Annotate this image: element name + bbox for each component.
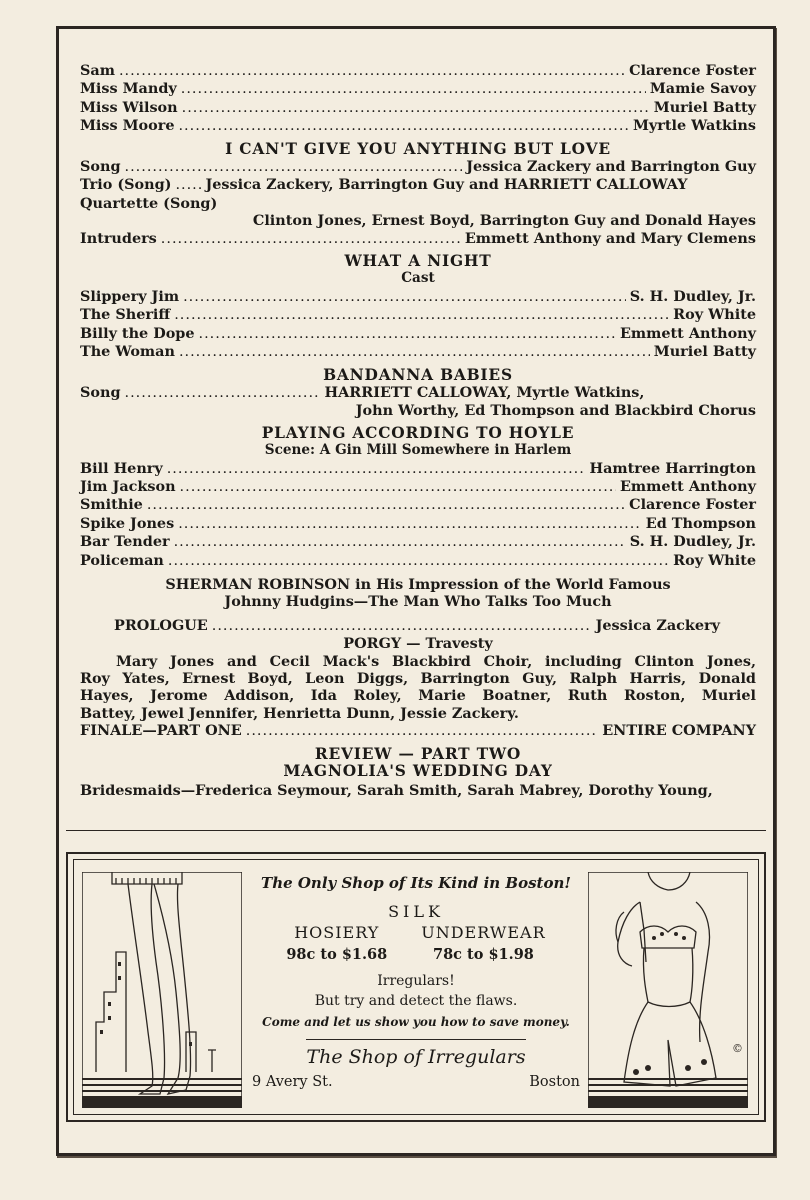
cast-row: The Woman ..... Muriel Batty	[80, 343, 756, 361]
lingerie-figure-illustration	[588, 872, 748, 1108]
cast-row	[80, 99, 756, 117]
role-name: Miss Moore	[80, 117, 175, 135]
finale-row: FINALE—PART ONE ..... ENTIRE COMPANY	[80, 722, 756, 740]
program-content	[80, 62, 756, 800]
cast-row: Policeman ..... Roy White	[80, 552, 756, 570]
cast-row: Billy the Dope ..... Emmett Anthony	[80, 325, 756, 343]
ad-col-price: 98c to $1.68	[286, 946, 388, 963]
cast-row: The Sheriff ..... Roy White	[80, 306, 756, 324]
credit-value: Clinton Jones, Ernest Boyd, Barrington Guy and Donald Hayes	[252, 212, 756, 230]
cast-row	[80, 117, 756, 135]
actor-name: Muriel Batty	[653, 98, 756, 116]
sketch-subtitle: Scene: A Gin Mill Somewhere in Harlem	[264, 442, 572, 459]
credit-row: Song ..... Jessica Zackery and Barrington Guy	[80, 158, 756, 176]
credit-value: John Worthy, Ed Thompson and Blackbird Chorus	[355, 402, 756, 420]
cast-row	[80, 80, 756, 98]
ad-col-title: UNDERWEAR	[421, 923, 546, 942]
cast-row: Jim Jackson ..... Emmett Anthony	[80, 478, 756, 496]
ad-irregulars: Irregulars!	[377, 973, 455, 989]
porgy-title: PORGY — Travesty	[343, 635, 493, 653]
ad-silk: SILK	[388, 902, 444, 921]
actor-name: Clarence Foster	[629, 62, 756, 79]
special-act-line: Johnny Hudgins—The Man Who Talks Too Much	[224, 593, 612, 611]
part-two-subtitle: MAGNOLIA'S WEDDING DAY	[283, 762, 553, 781]
cast-row: Bar Tender ..... S. H. Dudley, Jr.	[80, 533, 756, 551]
credit-row: Trio (Song) ..... Jessica Zackery, Barrington Guy and HARRIETT CALLOWAY	[80, 176, 756, 194]
ad-col-price: 78c to $1.98	[433, 946, 534, 963]
cast-row	[80, 62, 756, 80]
sketch-title: WHAT A NIGHT	[344, 252, 492, 271]
cast-list-1	[80, 62, 756, 136]
sketch-title: PLAYING ACCORDING TO HOYLE	[261, 423, 575, 442]
ad-flaws: But try and detect the flaws.	[314, 993, 518, 1009]
section-divider	[66, 830, 766, 831]
bridesmaids-line: Bridesmaids—Frederica Seymour, Sarah Smith, Sarah Mabrey, Dorothy Young,	[80, 782, 713, 800]
credit-row: Quartette (Song)	[80, 194, 218, 212]
ad-address-row	[252, 1074, 580, 1090]
ad-address: 9 Avery St.	[252, 1074, 333, 1090]
cast-row: Smithie ..... Clarence Foster	[80, 496, 756, 514]
special-act-line: SHERMAN ROBINSON in His Impression of the World Famous	[165, 575, 671, 593]
sketch-subtitle: Cast	[401, 270, 435, 287]
credit-row: Song ..... HARRIETT CALLOWAY, Myrtle Watkins,	[80, 384, 756, 402]
ad-copy	[252, 874, 580, 1090]
actor-name: Myrtle Watkins	[632, 117, 756, 135]
porgy-cast-paragraph: Mary Jones and Cecil Mack's Blackbird Choir, including Clinton Jones, Roy Yates, Ernest Boyd, Leon Diggs, Barrington Guy, Ralph Harris, Donald Hayes, Jerome Addison, Ida Roley, Marie Boatner, Ruth Roston, Muriel Battey, Jewel Jennifer, Henrietta Dunn, Jessie Zackery.	[80, 652, 756, 722]
copyright-mark: ©	[732, 1042, 743, 1055]
ad-cta: Come and let us show you how to save money.	[262, 1015, 570, 1029]
ad-col-title: HOSIERY	[294, 923, 380, 942]
ad-tagline: The Only Shop of Its Kind in Boston!	[261, 874, 571, 892]
cast-row: Slippery Jim ..... S. H. Dudley, Jr.	[80, 288, 756, 306]
stocking-legs-illustration	[82, 872, 242, 1108]
role-name: Miss Mandy	[80, 80, 177, 98]
ad-city: Boston	[529, 1074, 580, 1090]
cast-row: Bill Henry ..... Hamtree Harrington	[80, 460, 756, 478]
role-name: Miss Wilson	[80, 98, 178, 116]
sketch-title: BANDANNA BABIES	[323, 365, 513, 384]
credit-row: Intruders ..... Emmett Anthony and Mary Clemens	[80, 230, 756, 248]
ad-shop-name: The Shop of Irregulars	[306, 1039, 525, 1068]
actor-name: Mamie Savoy	[649, 80, 756, 98]
prologue-row: PROLOGUE ..... Jessica Zackery	[80, 617, 756, 635]
role-name: Sam	[80, 62, 115, 79]
advertisement	[66, 852, 766, 1122]
ad-price-columns	[252, 923, 580, 963]
cast-row: Spike Jones ..... Ed Thompson	[80, 515, 756, 533]
sketch-title: I CAN'T GIVE YOU ANYTHING BUT LOVE	[225, 139, 611, 158]
part-two-title: REVIEW — PART TWO	[314, 744, 522, 763]
